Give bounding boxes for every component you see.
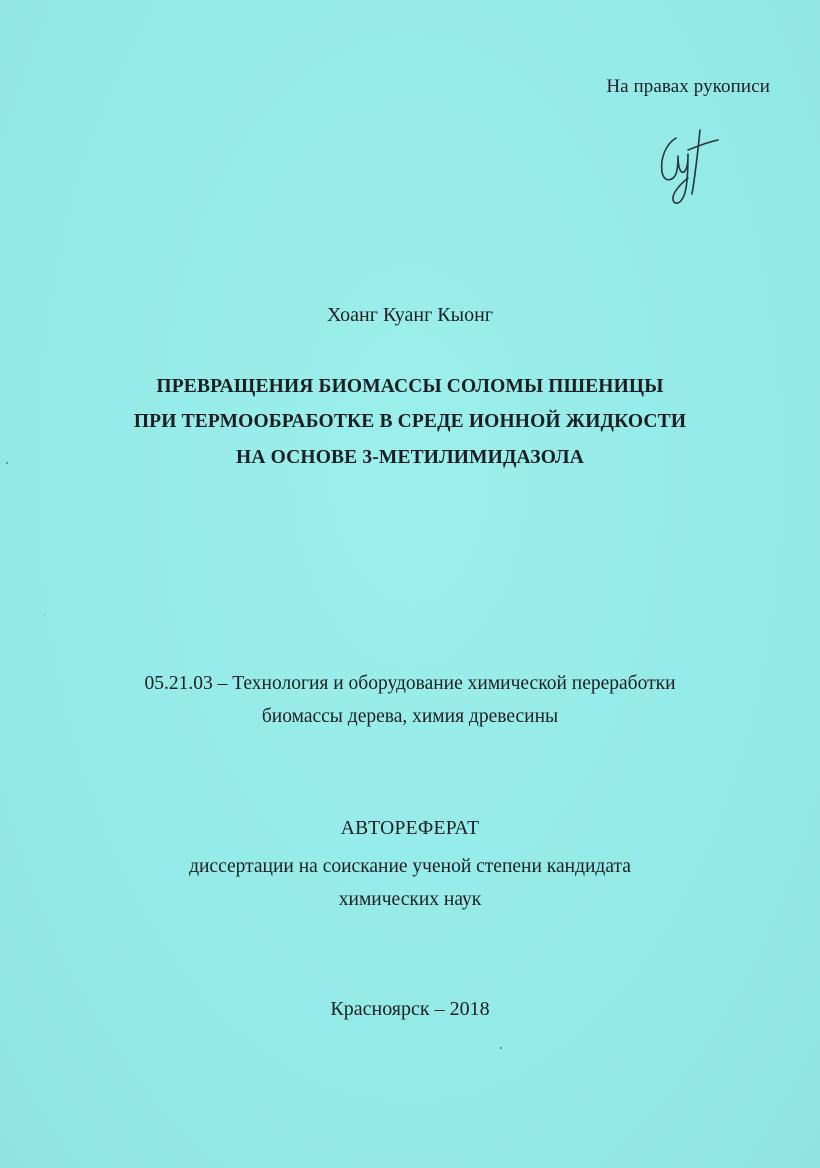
title-line-3: НА ОСНОВЕ 3-МЕТИЛИМИДАЗОЛА bbox=[236, 447, 584, 468]
rights-note: На правах рукописи bbox=[606, 76, 770, 97]
paper-speck bbox=[500, 1047, 502, 1049]
author-name: Хоанг Куанг Кыонг bbox=[326, 304, 493, 326]
document-type-heading: АВТОРЕФЕРАТ bbox=[340, 818, 480, 839]
degree-line-2: химических наук bbox=[338, 889, 482, 910]
paper-speck bbox=[6, 462, 8, 464]
degree-line-1: диссертации на соискание ученой степени кандидата bbox=[189, 856, 631, 877]
title-line-1: ПРЕВРАЩЕНИЯ БИОМАССЫ СОЛОМЫ ПШЕНИЦЫ bbox=[156, 376, 664, 397]
paper-speck bbox=[44, 614, 45, 615]
place-and-year: Красноярск – 2018 bbox=[330, 998, 490, 1020]
handwritten-signature bbox=[648, 116, 728, 212]
title-line-2: ПРИ ТЕРМООБРАБОТКЕ В СРЕДЕ ИОННОЙ ЖИДКОСТИ bbox=[133, 411, 687, 432]
specialty-line-2: биомассы дерева, химия древесины bbox=[261, 706, 559, 727]
specialty-line-1: 05.21.03 – Технология и оборудование химической переработки bbox=[144, 673, 676, 694]
